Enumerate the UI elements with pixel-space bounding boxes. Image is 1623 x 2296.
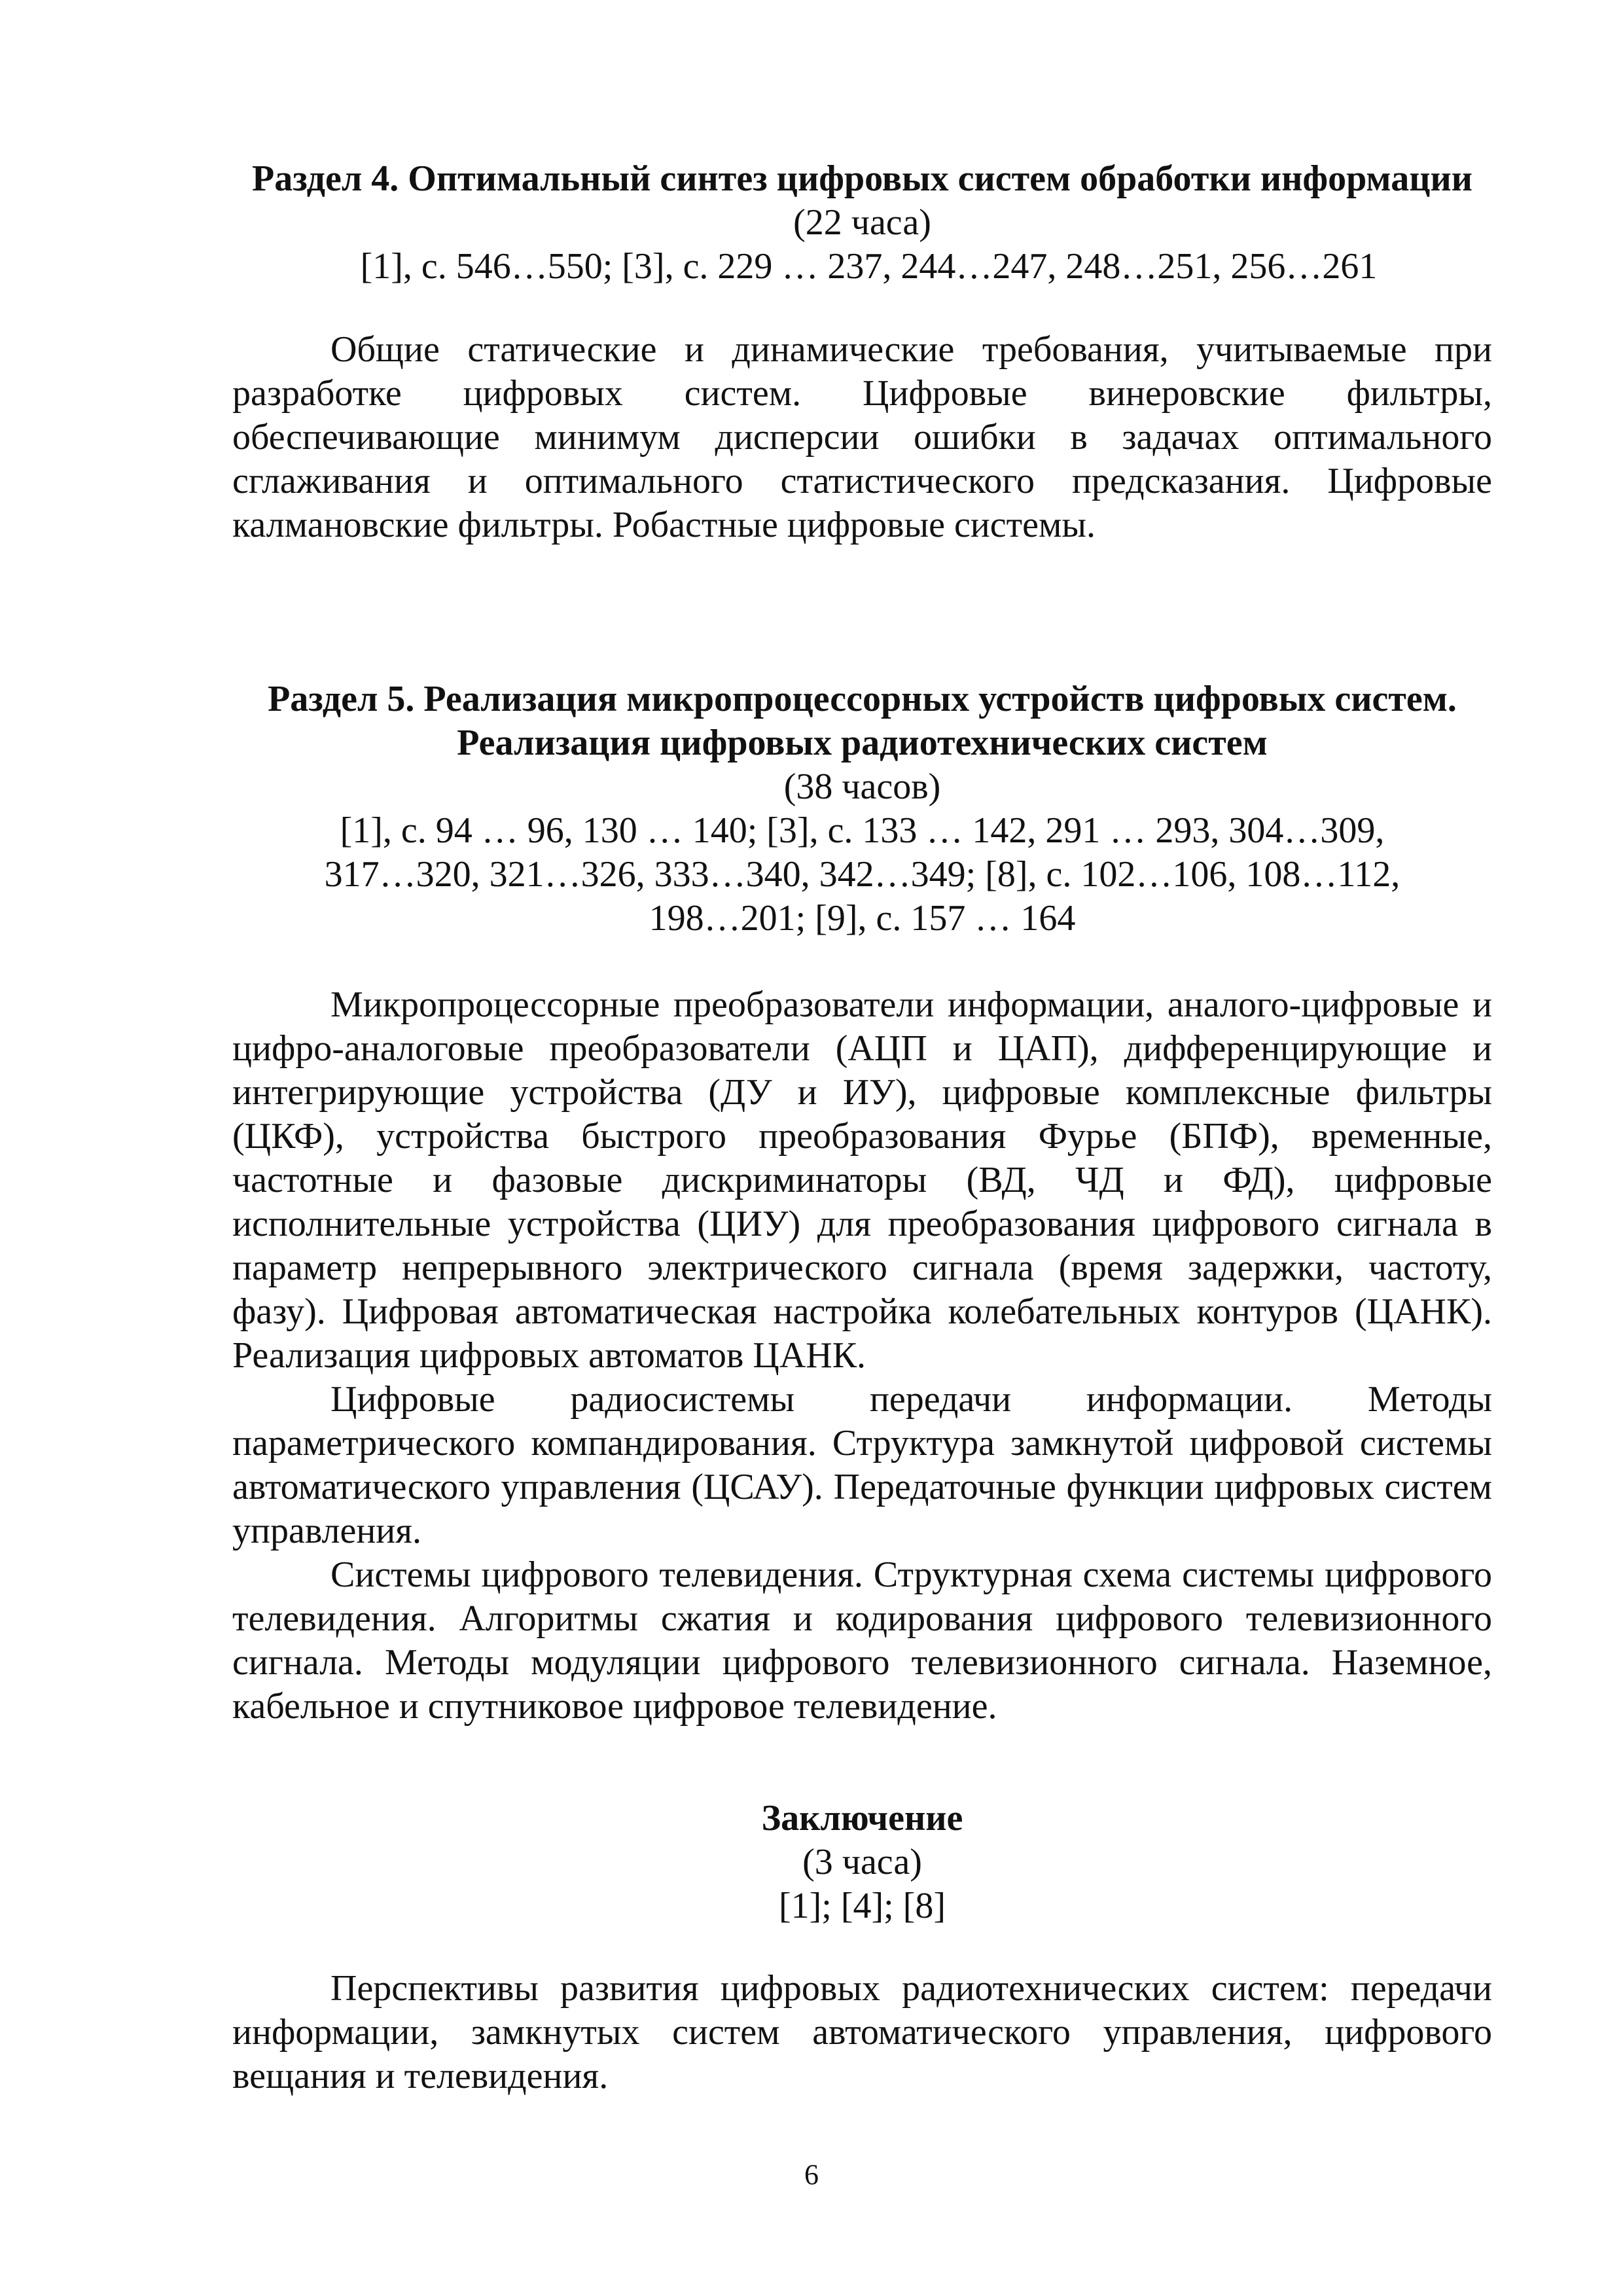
conclusion-heading: Заключение [761, 1798, 963, 1839]
section-5 [232, 677, 1492, 941]
section-5-refs-line1: [1], с. 94 … 96, 130 … 140; [3], с. 133 … 142, 291 … 293, 304…309, [340, 810, 1385, 851]
section-5-paragraph-2: Цифровые радиосистемы передачи информации. Методы параметрического компандирования. Структура замкнутой цифровой системы автоматического управления (ЦСАУ). Передаточные функции цифровых систем управления. [232, 1379, 1492, 1551]
section-4-heading: Раздел 4. Оптимальный синтез цифровых систем обработки информации [251, 158, 1472, 199]
section-4 [232, 157, 1492, 289]
section-5-paragraph-3: Системы цифрового телевидения. Структурная схема системы цифрового телевидения. Алгоритмы сжатия и кодирования цифрового телевизионного сигнала. Методы модуляции цифрового телевизионного сигнала. Наземное, кабельное и спутниковое цифровое телевидение. [232, 1554, 1492, 1727]
conclusion-refs: [1]; [4]; [8] [778, 1886, 946, 1926]
section-4-refs: [1], с. 546…550; [3], с. 229 … 237, 244…247, 248…251, 256…261 [360, 246, 1378, 287]
page-number: 6 [804, 2159, 819, 2191]
section-4-paragraph: Общие статические и динамические требования, учитываемые при разработке цифровых систем. Цифровые винеровские фильтры, обеспечивающие минимум дисперсии ошибки в задачах оптимального сглаживания и оптимального статистического предсказания. Цифровые калмановские фильтры. Робастные цифровые системы. [232, 329, 1492, 545]
conclusion [232, 1797, 1492, 1928]
conclusion-hours: (3 часа) [802, 1842, 922, 1882]
section-4-body [232, 328, 1492, 547]
conclusion-paragraph: Перспективы развития цифровых радиотехнических систем: передачи информации, замкнутых систем автоматического управления, цифрового вещания и телевидения. [232, 1968, 1492, 2096]
section-5-hours: (38 часов) [783, 766, 941, 807]
section-4-hours: (22 часа) [793, 202, 931, 243]
section-5-body [232, 983, 1492, 1729]
section-5-refs-line2: 317…320, 321…326, 333…340, 342…349; [8], с. 102…106, 108…112, [324, 854, 1400, 895]
section-5-paragraph-1: Микропроцессорные преобразователи информации, аналого-цифровые и цифро-аналоговые преобразователи (АЦП и ЦАП), дифференцирующие и интегрирующие устройства (ДУ и ИУ), цифровые комплексные фильтры (ЦКФ), устройства быстрого преобразования Фурье (БПФ), временные, частотные и фазовые дискриминаторы (ВД, ЧД и ФД), цифровые исполнительные устройства (ЦИУ) для преобразования цифрового сигнала в параметр непрерывного электрического сигнала (время задержки, частоту, фазу). Цифровая автоматическая настройка колебательных контуров (ЦАНК). Реализация цифровых автоматов ЦАНК. [232, 984, 1492, 1376]
section-5-refs-line3: 198…201; [9], с. 157 … 164 [649, 898, 1076, 939]
conclusion-body [232, 1967, 1492, 2098]
section-5-heading-line2: Реализация цифровых радиотехнических систем [457, 723, 1268, 763]
section-5-heading-line1: Раздел 5. Реализация микропроцессорных устройств цифровых систем. [268, 679, 1457, 719]
